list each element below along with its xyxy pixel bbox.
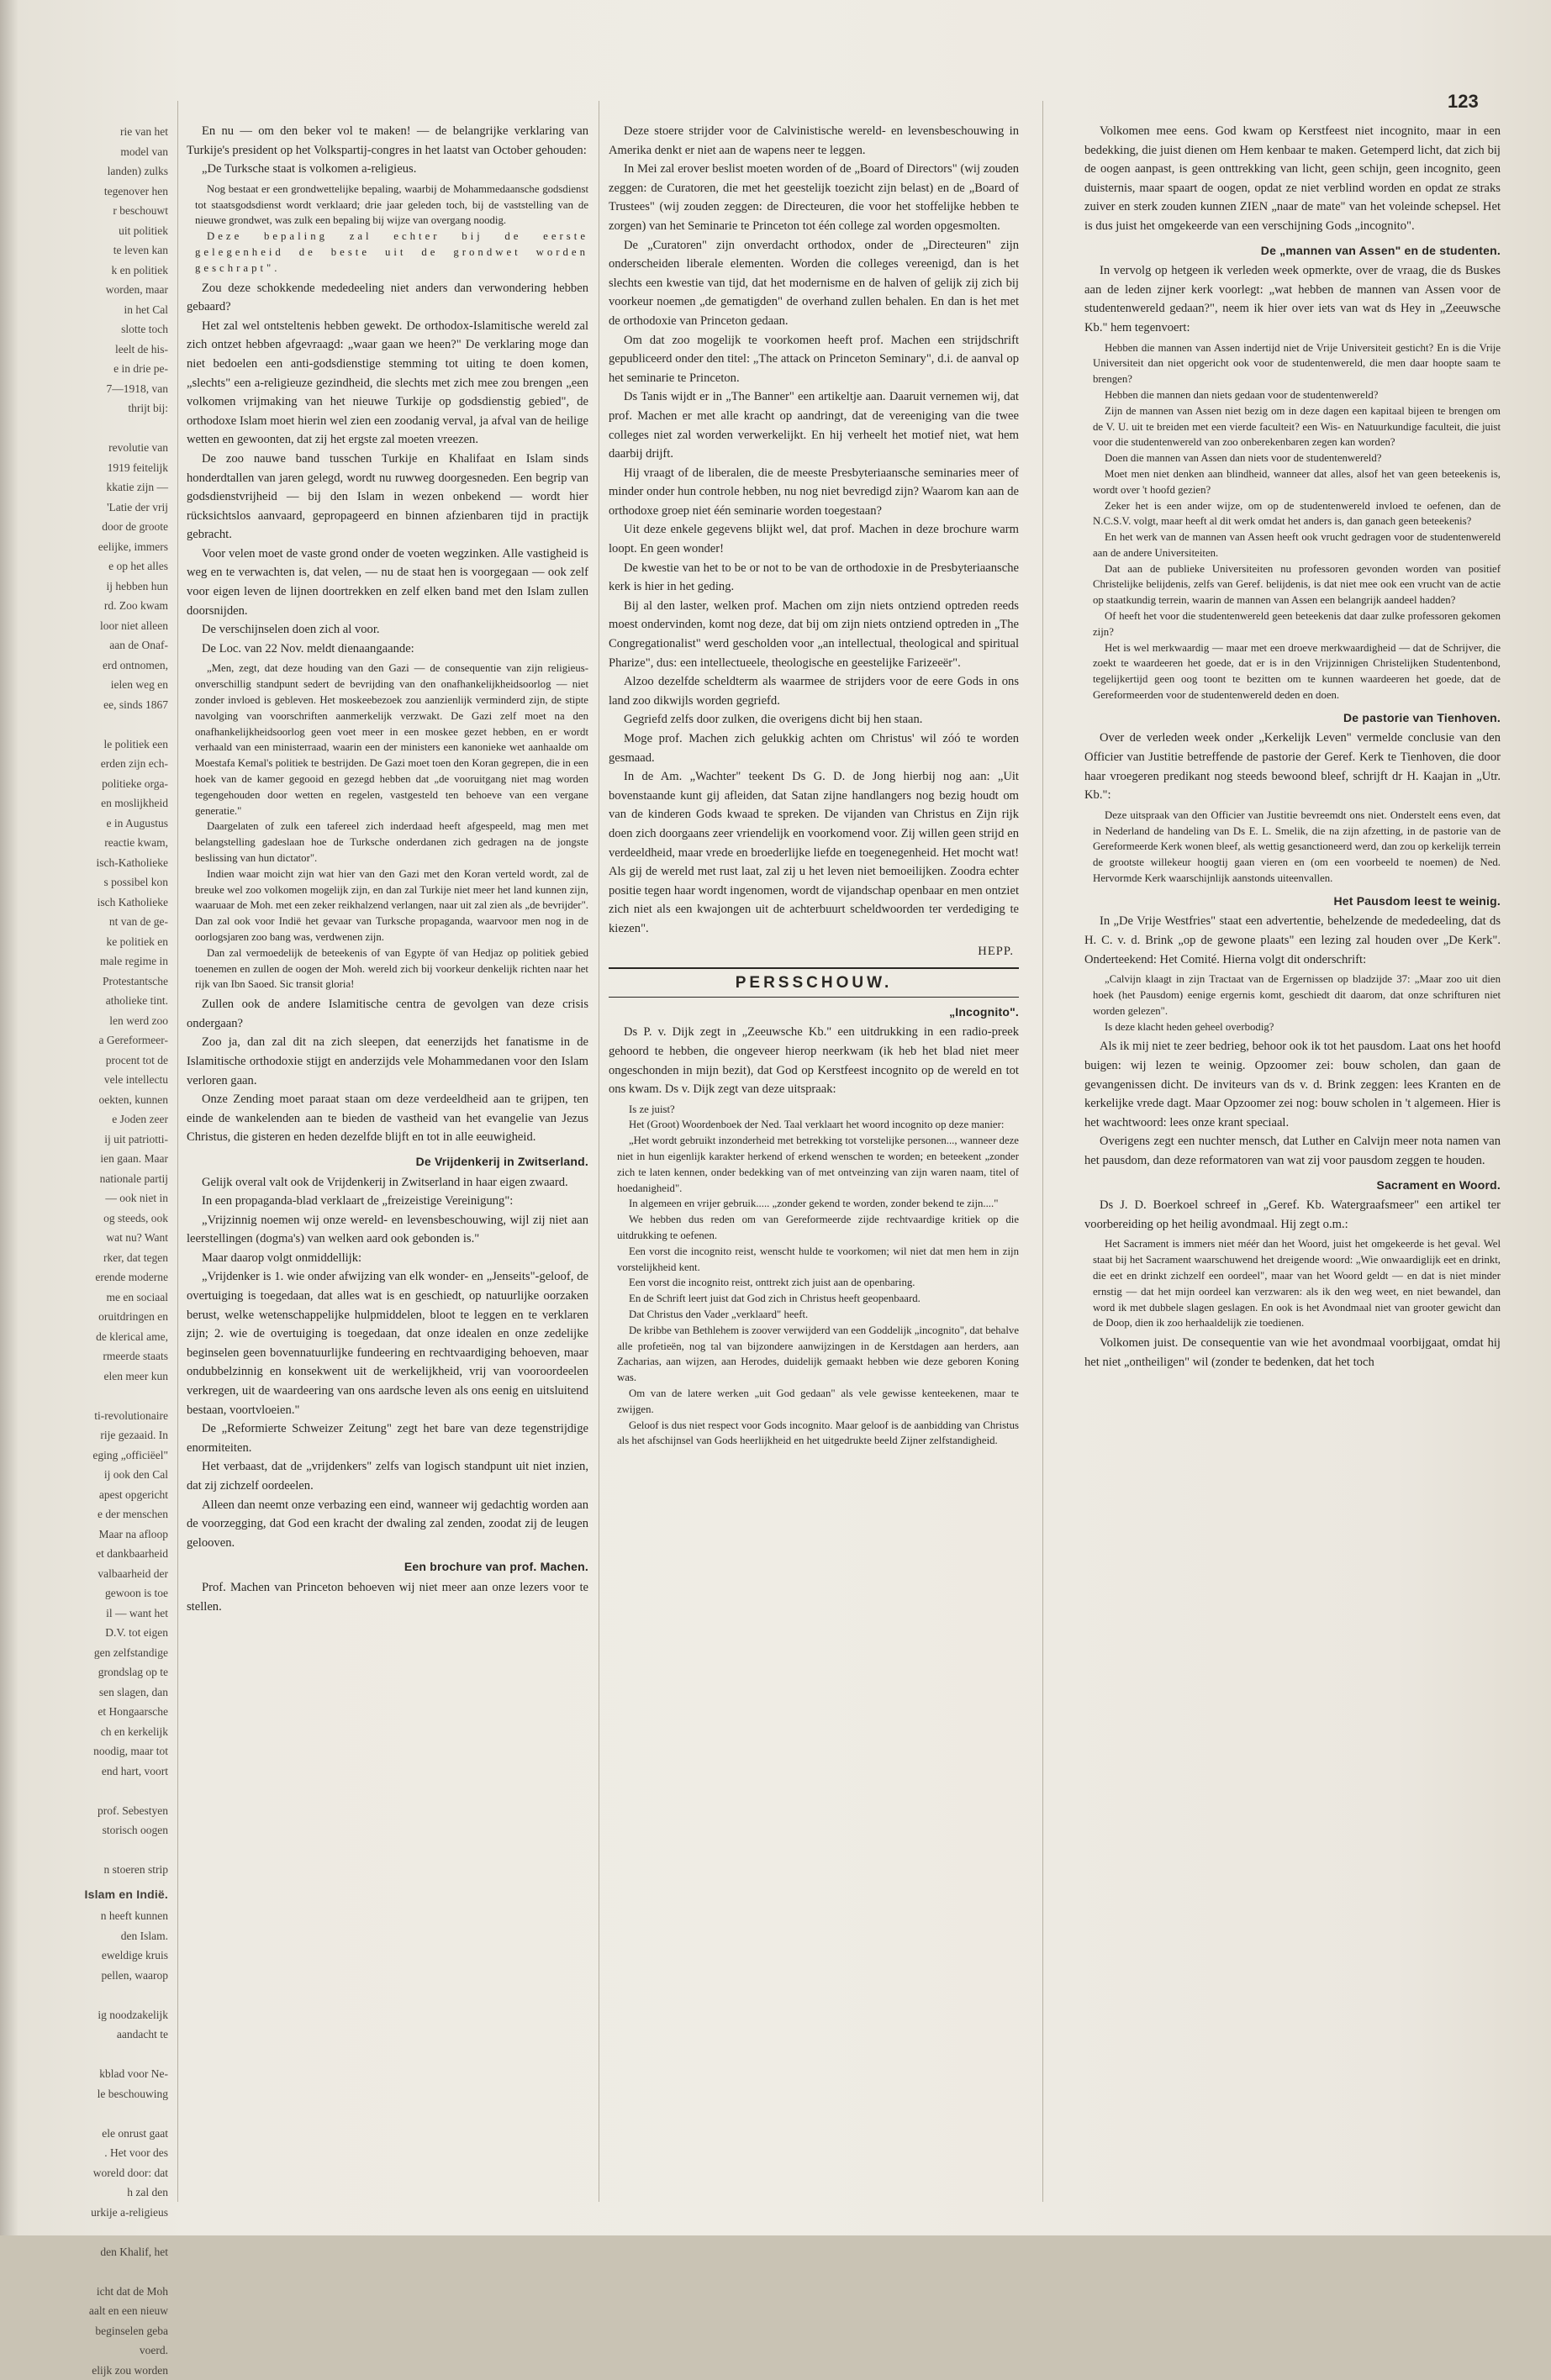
cutoff-line: ij hebben hun xyxy=(0,577,168,597)
section-heading-islam: Islam en Indië. xyxy=(0,1885,168,1905)
cutoff-line: k en politiek xyxy=(0,261,168,281)
paragraph: En nu — om den beker vol te maken! — de belangrijke verklaring van Turkije's president op het Volkspartij-congres in het laatst van October gehouden: xyxy=(187,122,588,160)
paragraph: Is deze klacht heden geheel overbodig? xyxy=(1093,1019,1501,1035)
cutoff-line: r beschouwt xyxy=(0,201,168,221)
cutoff-line: et Hongaarsche xyxy=(0,1702,168,1722)
paragraph: Onze Zending moet paraat staan om deze verdeeldheid aan te grijpen, ten einde de wankelenden aan te bieden de vastheid van het evangelie van Jezus Christus, die gisteren en heden dezelfde blijft en tot in alle eeuwigheid. xyxy=(187,1090,588,1147)
paragraph: Een vorst die incognito reist, wenscht hulde te voorkomen; wil niet dat men hem in zijn vorstelijkheid kent. xyxy=(617,1244,1019,1276)
cutoff-line: valbaarheid der xyxy=(0,1564,168,1584)
cutoff-text-block xyxy=(0,1906,168,2380)
cutoff-line: ien gaan. Maar xyxy=(0,1149,168,1169)
paragraph: Prof. Machen van Princeton behoeven wij niet meer aan onze lezers voor te stellen. xyxy=(187,1578,588,1616)
cutoff-line: nt van de ge- xyxy=(0,912,168,932)
paragraph: In een propaganda-blad verklaart de „freizeistige Vereinigung": xyxy=(187,1192,588,1211)
column-divider xyxy=(177,101,178,2202)
paragraph: Het Sacrament is immers niet méér dan het Woord, juist het omgekeerde is het geval. Wel staat bij het Sacrament waarschuwend het dreigende woord: „Wie onwaardiglijk eet en drinkt, die eet en drinkt zichzelf een oordeel", maar van het Woord geldt — en dat is niet minder ernstig — dat het mijn oordeel kan verzwaren: als ik den weg weet, en niet bewandel, dan word ik met dubbele slagen geslagen. En ook is het Avondmaal niet van grooter gewicht dan de Doop, dien ik zoo herhaaldelijk zie toedienen. xyxy=(1093,1236,1501,1331)
cutoff-line: ti-revolutionaire xyxy=(0,1406,168,1426)
cutoff-line: h zal den xyxy=(0,2183,168,2203)
cutoff-line: isch Katholieke xyxy=(0,893,168,913)
cutoff-line xyxy=(0,2262,168,2282)
cutoff-line: erden zijn ech- xyxy=(0,754,168,774)
cutoff-line: eelijke, immers xyxy=(0,537,168,557)
cutoff-line: me en sociaal xyxy=(0,1287,168,1308)
paragraph: Zoo ja, dan zal dit na zich sleepen, dat eenerzijds het fanatisme in de Islamitische orthodoxie stijgt en anderzijds vele Mohammedanen voor den Islam verloren gaan. xyxy=(187,1033,588,1090)
cutoff-line: urkije a-religieus xyxy=(0,2203,168,2223)
section-heading: De Vrijdenkerij in Zwitserland. xyxy=(187,1152,588,1172)
paragraph: Gelijk overal valt ook de Vrijdenkerij in Zwitserland in haar eigen zwaard. xyxy=(187,1173,588,1193)
paragraph: Ds J. D. Boerkoel schreef in „Geref. Kb. Watergraafsmeer" een artikel ter voorbereiding op het heilig avondmaal. Hij zegt o.m.: xyxy=(1084,1196,1501,1234)
cutoff-line xyxy=(0,1840,168,1861)
paragraph: In Mei zal erover beslist moeten worden of de „Board of Directors" (wij zouden zeggen: de Curatoren, die met het geestelijk toezicht zijn belast) en de „Board of Trustees" (wij zouden zeggen: de Directeuren, die voor het stoffelijke hebben te zorgen) van het Seminarie te Princeton tot één college zal worden opgesmolten. xyxy=(609,160,1019,235)
quotation xyxy=(609,1102,1019,1450)
cutoff-line: reactie kwam, xyxy=(0,833,168,853)
paragraph: Of heeft het voor die studentenwereld geen beteekenis dat daar zulke professoren gekomen zijn? xyxy=(1093,608,1501,640)
cutoff-line: in het Cal xyxy=(0,300,168,320)
paragraph: Hij vraagt of de liberalen, die de meeste Presbyteriaansche seminaries meer of minder onder hun controle hebben, nu nog niet bevredigd zijn? Waarom kan aan de orthodoxe groep niet één seminarie worden toegestaan? xyxy=(609,464,1019,521)
cutoff-line xyxy=(0,1985,168,2005)
cutoff-line: e in drie pe- xyxy=(0,359,168,379)
cutoff-line: n stoeren strip xyxy=(0,1860,168,1880)
cutoff-line: — ook niet in xyxy=(0,1188,168,1208)
cutoff-line: le beschouwing xyxy=(0,2084,168,2104)
section-heading: De pastorie van Tienhoven. xyxy=(1084,708,1501,728)
cutoff-line: procent tot de xyxy=(0,1050,168,1071)
page-number: 123 xyxy=(1448,91,1479,113)
cutoff-line: . Het voor des xyxy=(0,2143,168,2163)
cutoff-line: eweldige kruis xyxy=(0,1946,168,1966)
paragraph: De kribbe van Bethlehem is zoover verwijderd van een Goddelijk „incognito", dat behalve alle profetieën, nog tal van bijzondere aanwijzingen in de Kerstdagen aan herders, aan Zacharias, aan wijzen, aan Herodes, duidelijk gemaakt hebben wie deze geboren Koning was. xyxy=(617,1323,1019,1386)
cutoff-line: atholieke tint. xyxy=(0,991,168,1011)
quotation xyxy=(1084,808,1501,887)
paragraph: Om dat zoo mogelijk te voorkomen heeft prof. Machen een strijdschrift gepubliceerd onder den titel: „The attack on Princeton Seminary", d.i. de aanval op het seminarie te Princeton. xyxy=(609,331,1019,388)
section-heading: Het Pausdom leest te weinig. xyxy=(1084,892,1501,911)
paragraph: „Het wordt gebruikt inzonderheid met betrekking tot vorstelijke personen..., wanneer deze niet in hun eigenlijk karakter herkend of erkend wenschen te worden; en beteekent „zonder zich te laten kennen, onder bedekking van of met ontveinzing van zijn waren naam, titel of hoedanigheid". xyxy=(617,1133,1019,1196)
cutoff-line: politieke orga- xyxy=(0,774,168,794)
paragraph: Volkomen juist. De consequentie van wie het avondmaal voorbijgaat, omdat hij het niet „ontheiligen" wil (zonder te bedenken, dat het toch xyxy=(1084,1334,1501,1372)
paragraph: „Calvijn klaagt in zijn Tractaat van de Ergernissen op bladzijde 37: „Maar zoo uit dien hoek (het Pausdom) eenige ergernis komt, geschiedt dit daarom, dat onze schrifturen niet worden gelezen". xyxy=(1093,971,1501,1019)
paragraph: Nog bestaat er een grondwettelijke bepaling, waarbij de Mohammedaansche godsdienst tot staatsgodsdienst wordt verklaard; drie jaar geleden toch, bij de vaststelling van de nieuwe grondwet, was zulk een bepaling bij wijze van overgang noodig. xyxy=(195,182,588,229)
cutoff-line xyxy=(0,1781,168,1801)
paragraph: En het werk van de mannen van Assen heeft ook vrucht gedragen voor de studentenwereld aan de andere Universiteiten. xyxy=(1093,529,1501,561)
quotation xyxy=(1084,1236,1501,1331)
cutoff-line: aalt en een nieuw xyxy=(0,2301,168,2321)
cutoff-line: n heeft kunnen xyxy=(0,1906,168,1926)
cutoff-line: og steeds, ook xyxy=(0,1208,168,1229)
cutoff-line: landen) zulks xyxy=(0,161,168,182)
cutoff-line: et dankbaarheid xyxy=(0,1544,168,1564)
paragraph: Indien waar moicht zijn wat hier van den Gazi met den Koran verteld wordt, zal de breuke wel zoo volkomen mogelijk zijn, en dan zal Turkije niet meer het land kunnen zijn, waaruaar de Moh. met een zeker reikhalzend verlangen, naar uit zal zien als „de bevrijder". Dan zal ook voor Indië het gevaar van Turksche propaganda, waarvoor men nog in de oorlogsjaren zoo bang was, verdwenen zijn. xyxy=(195,866,588,945)
cutoff-line: pellen, waarop xyxy=(0,1966,168,1986)
cutoff-line: model van xyxy=(0,142,168,162)
paragraph: De Loc. van 22 Nov. meldt dienaangaande: xyxy=(187,640,588,659)
paragraph: Gegriefd zelfs door zulken, die overigens dicht bij hen staan. xyxy=(609,710,1019,729)
cutoff-line: erende moderne xyxy=(0,1267,168,1287)
cutoff-line: e der menschen xyxy=(0,1504,168,1524)
paragraph: Dat aan de publieke Universiteiten nu professoren gevonden worden van positief Christelijke belijdenis, zelfs van Geref. belijdenis, is dat niet mee ook een vrucht van de actie op staatkundig terrein, waarin de mannen van Assen een belangrijk aandeel hadden? xyxy=(1093,561,1501,608)
cutoff-line: den Khalif, het xyxy=(0,2242,168,2262)
paragraph: Volkomen mee eens. God kwam op Kerstfeest niet incognito, maar in een bedekking, die juist dienen om Hem kenbaar te maken. Getemperd licht, dat zich bij de oogen aanpast, is geen onttrekking van licht, geen schijn, geen incognito, geen duisternis, maar spaart de oogen, opdat ze niet verblind worden en opdat ze straks zuiver en sterk zouden kunnen ZIEN „naar de mate" van het voleinde schepsel. Het is dus juist het omgekeerde van een verschijning Gods „incognito". xyxy=(1084,122,1501,236)
paragraph: „Men, zegt, dat deze houding van den Gazi — de consequentie van zijn religieus-onverschillig standpunt sedert de bevrijding van den onafhankelijkheidsoorlog — niet zonder invloed is gebleven. Het moskeebezoek zou aanzienlijk verminderd zijn, de stipte navolging van voorschriften aanmerkelijk verzwakt. De Gazi zelf moet na den onafhankelijkheidsoorlog geen voet meer in een moskee gezet hebben, en er wordt verhaald van een ministerraad, waarin een der ministers een kanonieke wet aanhaalde om Moestafa Kemal's politiek te bestrijden. De Gazi moet toen den Koran gegrepen, die in een hoek van de kamer gegooid en gezegd hebben dat „de vooruitgang niet mag worden tegengehouden door wetten en regelen, vastgesteld ten behoeve van een vergane generatie." xyxy=(195,661,588,819)
cutoff-line: storisch oogen xyxy=(0,1820,168,1840)
paragraph: Moge prof. Machen zich gelukkig achten om Christus' wil zóó te worden gesmaad. xyxy=(609,729,1019,767)
paragraph: Het zal wel ontsteltenis hebben gewekt. De orthodox-Islamitische wereld zal zich ontzet hebben afgevraagd: „waar gaan we heen?" De verklaring moge dan niet bedoelen een anti-godsdienstige stemming tot uiting te doen komen, „slechts" een a-religieuze gezindheid, die slechts met zich mee zou brengen „een volkomen vrijmaking van het nieuwe Turkije op godsdienstig gebied", de orthodoxe Islam moet hierin wel zien een zoodanig verval, ja afval van de heilige wetten en gewoonten, dat zij het ergste zal moeten vreezen. xyxy=(187,317,588,450)
paragraph: De verschijnselen doen zich al voor. xyxy=(187,620,588,640)
cutoff-line: den Islam. xyxy=(0,1926,168,1946)
paragraph: „De Turksche staat is volkomen a-religieus. xyxy=(187,160,588,179)
paragraph: We hebben dus reden om van Gereformeerde zijde rechtvaardige kritiek op die uitdrukking te oefenen. xyxy=(617,1212,1019,1244)
paragraph: „Vrijzinnig noemen wij onze wereld- en levensbeschouwing, wijl zij niet aan leerstellingen (dogma's) van welken aard ook gebonden is." xyxy=(187,1211,588,1249)
paragraph: Zullen ook de andere Islamitische centra de gevolgen van deze crisis ondergaan? xyxy=(187,995,588,1033)
paragraph: Maar daarop volgt onmiddellijk: xyxy=(187,1249,588,1268)
paragraph: Het is wel merkwaardig — maar met een droeve merkwaardigheid — dat de Schrijver, die zoekt te waardeeren het goede, dat er is in den Vrijzinnigen Christelijken Studentenbond, tegelijkertijd geen oog toont te bezitten om te kunnen waardeeren het goede, dat de Gereformeerden voor de studentenwereld deden en doen. xyxy=(1093,640,1501,703)
cutoff-line: erd ontnomen, xyxy=(0,656,168,676)
quotation xyxy=(187,661,588,993)
cutoff-line xyxy=(0,1386,168,1406)
article-column-2 xyxy=(609,122,1019,1451)
paragraph: Een vorst die incognito reist, onttrekt zich juist aan de openbaring. xyxy=(617,1275,1019,1291)
cutoff-line: rie van het xyxy=(0,122,168,142)
paragraph: Hebben die mannen van Assen indertijd niet de Vrije Universiteit gesticht? En is die Vrije Universiteit dan niet opgericht ook voor de studentenwereld, die men daar hoopte saam te brengen? xyxy=(1093,340,1501,387)
paragraph: Het (Groot) Woordenboek der Ned. Taal verklaart het woord incognito op deze manier: xyxy=(617,1117,1019,1133)
paragraph: Bij al den laster, welken prof. Machen om zijn niets ontziend optreden reeds moest ondervinden, komt nog deze, dat bij om zijn niets ontziend optreden in „The Congregationalist" werd gescholden voor „an intellectual, theological and spiritual Pharize", dus: een intellectueele, theologische en geestelijke Farizeeër". xyxy=(609,597,1019,672)
cutoff-line: slotte toch xyxy=(0,319,168,340)
cutoff-line: icht dat de Moh xyxy=(0,2282,168,2302)
paragraph: Deze stoere strijder voor de Calvinistische wereld- en levensbeschouwing in Amerika denkt er niet aan de wapens neer te leggen. xyxy=(609,122,1019,160)
cutoff-line: gen zelfstandige xyxy=(0,1643,168,1663)
paragraph: Deze bepaling zal echter bij de eerste gelegenheid de beste uit de grondwet worden geschrapt". xyxy=(195,229,588,276)
cutoff-line: ig noodzakelijk xyxy=(0,2005,168,2025)
cutoff-line: noodig, maar tot xyxy=(0,1741,168,1761)
cutoff-line: elijk zou worden xyxy=(0,2361,168,2380)
cutoff-line: ch en kerkelijk xyxy=(0,1722,168,1742)
cutoff-line: e Joden zeer xyxy=(0,1109,168,1129)
paragraph: Alleen dan neemt onze verbazing een eind, wanneer wij gedachtig worden aan de voorzegging, dat God een kracht der dwaling zal zenden, zoodat zij de leugen gelooven. xyxy=(187,1496,588,1553)
paragraph: En de Schrift leert juist dat God zich in Christus heeft geopenbaard. xyxy=(617,1291,1019,1307)
paragraph: Om van de latere werken „uit God gedaan" als vele gewisse kenteekenen, maar te zwijgen. xyxy=(617,1386,1019,1418)
cutoff-line: voerd. xyxy=(0,2341,168,2361)
paragraph: In „De Vrije Westfries" staat een advertentie, behelzende de mededeeling, dat ds H. C. v. d. Brink „op de gewone plaats" een lezing zal houden over „De Kerk". Onderteekend: Het Comité. Hierna volgt dit onderschrift: xyxy=(1084,912,1501,969)
cutoff-line: grondslag op te xyxy=(0,1662,168,1682)
cutoff-line: ke politiek en xyxy=(0,932,168,952)
cutoff-line: Maar na afloop xyxy=(0,1524,168,1545)
cutoff-column xyxy=(0,122,168,2380)
cutoff-line xyxy=(0,2104,168,2124)
cutoff-line: door de groote xyxy=(0,517,168,537)
paragraph: De „Reformierte Schweizer Zeitung" zegt het bare van deze tegenstrijdige enormiteiten. xyxy=(187,1419,588,1457)
quotation xyxy=(1084,971,1501,1035)
quotation xyxy=(1084,340,1501,703)
paragraph: Doen die mannen van Assen dan niets voor de studentenwereld? xyxy=(1093,450,1501,466)
section-title: PERSSCHOUW. xyxy=(609,974,1019,998)
paragraph: Voor velen moet de vaste grond onder de voeten wegzinken. Alle vastigheid is weg en te verwachten is, dat velen, — nu de staat hen is voorgegaan — ook zelf voor eigen leven de lijnen doortrekken en zelf elken band met den Islam zullen doorsnijden. xyxy=(187,545,588,620)
section-heading: Een brochure van prof. Machen. xyxy=(187,1557,588,1577)
cutoff-line: beginselen geba xyxy=(0,2321,168,2341)
cutoff-line: ij uit patriotti- xyxy=(0,1129,168,1150)
paragraph: Ds Tanis wijdt er in „The Banner" een artikeltje aan. Daaruit vernemen wij, dat prof. Machen er met alle kracht op aandringt, dat de vereeniging van die twee colleges niet zal worden verwerkelijkt. En hij verheelt het motief niet, wat hem daarbij drijft. xyxy=(609,387,1019,463)
paragraph: Zou deze schokkende mededeeling niet anders dan verwondering hebben gebaard? xyxy=(187,279,588,317)
cutoff-line: 7—1918, van xyxy=(0,379,168,399)
cutoff-line: a Gereformeer- xyxy=(0,1030,168,1050)
paragraph: Overigens zegt een nuchter mensch, dat Luther en Calvijn meer nota namen van het pausdom, dan deze reformatoren van wat zij voor pausdom zeggen te houden. xyxy=(1084,1132,1501,1170)
cutoff-line: revolutie van xyxy=(0,438,168,458)
paragraph: Het verbaast, dat de „vrijdenkers" zelfs van logisch standpunt uit niet inzien, dat zij zichzelf oordeelen. xyxy=(187,1457,588,1495)
cutoff-line: eging „officiëel" xyxy=(0,1445,168,1466)
cutoff-line: len werd zoo xyxy=(0,1011,168,1031)
section-rule xyxy=(609,967,1019,969)
cutoff-line: oekten, kunnen xyxy=(0,1090,168,1110)
paragraph: Zijn de mannen van Assen niet bezig om in deze dagen een kapitaal bijeen te brengen om de V. U. uit te breiden met een vierde faculteit? een Wis- en Natuurkundige faculteit, die juist voor die studentenwereld van zoo onberekenbaren zegen kan worden? xyxy=(1093,403,1501,450)
cutoff-line: 'Latie der vrij xyxy=(0,498,168,518)
author-signature: HEPP. xyxy=(609,942,1014,961)
cutoff-line: isch-Katholieke xyxy=(0,853,168,873)
paragraph: Alzoo dezelfde scheldterm als waarmee de strijders voor de eere Gods in ons land zoo dikwijls worden gegriefd. xyxy=(609,672,1019,710)
paragraph: De zoo nauwe band tusschen Turkije en Khalifaat en Islam sinds honderdtallen van jaren gelegd, wordt nu ruwweg doorgesneden. Een begrip van godsdienstvrijheid — bij den Islam in wezen onbekend — wordt hier rücksichtslos aanvaard, gepropageerd en binnen afzienbaren tijd in practijk gebracht. xyxy=(187,450,588,545)
paragraph: Dat Christus den Vader „verklaard" heeft. xyxy=(617,1307,1019,1323)
paragraph: Als ik mij niet te zeer bedrieg, behoor ook ik tot het pausdom. Laat ons het hoofd buigen: wij lezen te weinig. Opzoomer zei: bouw scholen, dan gaan de gevangenissen dicht. De inviteurs van ds v. d. Brink zeggen: lees Kranten en de kerkelijke vrede dagt. Maar Opzoomer zei nog: bouw scholen in 't algemeen. Hier is het wachtwoord: lees onze krant speciaal. xyxy=(1084,1037,1501,1132)
cutoff-line: te leven kan xyxy=(0,240,168,261)
cutoff-line xyxy=(0,419,168,439)
cutoff-line: uit politiek xyxy=(0,221,168,241)
cutoff-line: woreld door: dat xyxy=(0,2163,168,2183)
paragraph: In vervolg op hetgeen ik verleden week opmerkte, over de vraag, die ds Buskes aan de leden zijner kerk voorlegt: „wat hebben de mannen van Assen voor de studentenwereld gedaan?", neem ik hier over iets van wat ds Hey in „Zeeuwsche Kb." hem tegenvoert: xyxy=(1084,261,1501,337)
cutoff-line: kblad voor Ne- xyxy=(0,2064,168,2084)
paragraph: Zeker het is een ander wijze, om op de studentenwereld invloed te oefenen, dan de N.C.S.V. volgt, maar heeft al dit werk omdat het anders is, dan ganach geen beteekenis? xyxy=(1093,498,1501,530)
paragraph: Dan zal vermoedelijk de beteekenis of van Egypte öf van Hedjaz op politiek gebied toenemen en zullen de oogen der Moh. wereld zich bij voorkeur denkelijk richten naar het rijk van Ibn Saoed. Sic transit gloria! xyxy=(195,945,588,993)
cutoff-line: rije gezaaid. In xyxy=(0,1425,168,1445)
paragraph: Daargelaten of zulk een tafereel zich inderdaad heeft afgespeeld, mag men met belangstelling gadeslaan hoe de Turksche onderdanen zich gedragen na de jongste beslissing van hun dictator". xyxy=(195,819,588,866)
cutoff-line: male regime in xyxy=(0,951,168,971)
cutoff-line: nationale partij xyxy=(0,1169,168,1189)
paragraph: Deze uitspraak van den Officier van Justitie bevreemdt ons niet. Onderstelt eens even, dat in Nederland de handeling van Ds E. L. Smelik, die na zijn afzetting, in de pastorie van de Gereformeerde Kerk wonen bleef, als wettig gesanctioneerd werd, dan zou op kerkelijk terrein de grootste willekeur hoogtij gaan vieren en (om een voorbeeld te noemen) de Ned. Hervormde Kerk waarschijnlijk aanstonds uiteenvallen. xyxy=(1093,808,1501,887)
cutoff-line: gewoon is toe xyxy=(0,1583,168,1603)
article-column-1 xyxy=(187,122,588,1616)
cutoff-line: sen slagen, dan xyxy=(0,1682,168,1703)
paragraph: Uit deze enkele gegevens blijkt wel, dat prof. Machen in deze brochure warm loopt. En geen wonder! xyxy=(609,520,1019,558)
quotation xyxy=(187,182,588,276)
cutoff-line: s possibel kon xyxy=(0,872,168,893)
paragraph: „Vrijdenker is 1. wie onder afwijzing van elk wonder- en „Jenseits"-geloof, de overtuiging is toegedaan, dat alles wat is en geschiedt, op natuurlijke oorzaken berust, welke wetenschappelijke hulpmiddelen, bloot te leggen en te verklaren zijn; 2. wie de overtuiging is toegedaan, dat onze idealen en onze zedelijke beginselen geen bovennatuurlijke fundeering en rechtvaardiging behoeven, maar ondubbelzinnig en konsekwent uit de werkelijkheid, vrij van vooroordeelen verkregen, uit de waardeering van ons aardsche leven als ons eenig en uitsluitend bestaan, voortvloeien." xyxy=(187,1267,588,1419)
cutoff-line: rd. Zoo kwam xyxy=(0,596,168,616)
cutoff-line xyxy=(0,2222,168,2242)
paragraph: Geloof is dus niet respect voor Gods incognito. Maar geloof is de aanbidding van Christus als het afschijnsel van Gods heerlijkheid en het uitgedrukte beeld Zijner zelfstandigheid. xyxy=(617,1418,1019,1450)
article-column-3 xyxy=(1084,122,1501,1372)
cutoff-line: ele onrust gaat xyxy=(0,2124,168,2144)
cutoff-line: tegenover hen xyxy=(0,182,168,202)
cutoff-line: en moslijkheid xyxy=(0,793,168,814)
cutoff-line: wat nu? Want xyxy=(0,1228,168,1248)
paragraph: Is ze juist? xyxy=(617,1102,1019,1118)
paragraph: Moet men niet denken aan blindheid, wanneer dat alles, alsof het van geen beteekenis is, wordt over 't hoofd gezien? xyxy=(1093,466,1501,498)
cutoff-line: ij ook den Cal xyxy=(0,1465,168,1485)
cutoff-line: worden, maar xyxy=(0,280,168,300)
cutoff-line: aandacht te xyxy=(0,2025,168,2045)
cutoff-line: rker, dat tegen xyxy=(0,1248,168,1268)
cutoff-line: leelt de his- xyxy=(0,340,168,360)
cutoff-line: Protestantsche xyxy=(0,971,168,992)
cutoff-line: vele intellectu xyxy=(0,1070,168,1090)
cutoff-line: e op het alles xyxy=(0,556,168,577)
paragraph: De kwestie van het to be or not to be van de orthodoxie in de Presbyteriaansche kerk is hier in het geding. xyxy=(609,559,1019,597)
cutoff-line: D.V. tot eigen xyxy=(0,1623,168,1643)
cutoff-line: loor niet alleen xyxy=(0,616,168,636)
cutoff-line: thrijt bij: xyxy=(0,398,168,419)
cutoff-line: rmeerde staats xyxy=(0,1346,168,1366)
cutoff-line: ielen weg en xyxy=(0,675,168,695)
paragraph: In algemeen en vrijer gebruik..... „zonder gekend te worden, zonder bekend te zijn...." xyxy=(617,1196,1019,1212)
cutoff-text-block xyxy=(0,122,168,1880)
cutoff-line: le politiek een xyxy=(0,735,168,755)
section-heading: De „mannen van Assen" en de studenten. xyxy=(1084,241,1501,261)
column-divider xyxy=(1042,101,1043,2202)
cutoff-line: end hart, voort xyxy=(0,1761,168,1782)
cutoff-line: 1919 feitelijk xyxy=(0,458,168,478)
cutoff-line: kkatie zijn — xyxy=(0,477,168,498)
cutoff-line: de klerical ame, xyxy=(0,1327,168,1347)
paragraph: Ds P. v. Dijk zegt in „Zeeuwsche Kb." een uitdrukking in een radio-preek gehoord te hebben, die ongeveer hierop neerkwam (ik heb het blad niet meer ongeschonden in mijn bezit), dat God op Kerstfeest incognito op de wereld en tot ons kwam. Ds v. Dijk zegt van deze uitspraak: xyxy=(609,1023,1019,1098)
cutoff-line xyxy=(0,2045,168,2065)
cutoff-line: il — want het xyxy=(0,1603,168,1624)
cutoff-line: ee, sinds 1867 xyxy=(0,695,168,715)
section-heading: „Incognito". xyxy=(609,1003,1019,1022)
paragraph: De „Curatoren" zijn onverdacht orthodox, onder de „Directeuren" zijn onderscheiden liberale elementen. Worden die colleges vereenigd, dan is het slechts een kwestie van tijd, dat het modernisme en de halven of gelijk zij zich bij voorkeur noemen „de gematigden" de overhand zullen behalen. En dan is het met de orthodoxie van Princeton gedaan. xyxy=(609,236,1019,331)
paragraph: Hebben die mannen dan niets gedaan voor de studentenwereld? xyxy=(1093,387,1501,403)
section-heading: Sacrament en Woord. xyxy=(1084,1176,1501,1195)
cutoff-line: oruitdringen en xyxy=(0,1307,168,1327)
cutoff-line: aan de Onaf- xyxy=(0,635,168,656)
cutoff-line: e in Augustus xyxy=(0,814,168,834)
paragraph: Over de verleden week onder „Kerkelijk Leven" vermelde conclusie van den Officier van Justitie betreffende de pastorie der Geref. Kerk te Tienhoven, die door haar vroegeren predikant nog steeds bewoond bleef, schrijft dr H. Kaajan in „Utr. Kb.": xyxy=(1084,729,1501,804)
paragraph: In de Am. „Wachter" teekent Ds G. D. de Jong hierbij nog aan: „Uit bovenstaande kunt gij afleiden, dat Satan zijne handlangers nog bezig houdt om van de kinderen Gods kwaad te spreken. De vijanden van Christus en Zijn rijk doen zich doorgaans zeer vriendelijk en voorkomend voor. Zij willen geen strijd en verdeeldheid, maar vrede en broederlijke liefde en toegenegenheid. Het mocht wat! Als gij de wereld met rust laat, zal zij u het leven niet bemoeilijken. Zoodra echter positie tegen haar wordt ingenomen, wordt de vijandschap openbaar en men ontziet zich niet als een kwajongen uit de achterbuurt scheldwoorden ter verdediging te kiezen". xyxy=(609,767,1019,938)
cutoff-line: prof. Sebestyen xyxy=(0,1801,168,1821)
cutoff-line: apest opgericht xyxy=(0,1485,168,1505)
cutoff-line: elen meer kun xyxy=(0,1366,168,1387)
cutoff-line xyxy=(0,714,168,735)
